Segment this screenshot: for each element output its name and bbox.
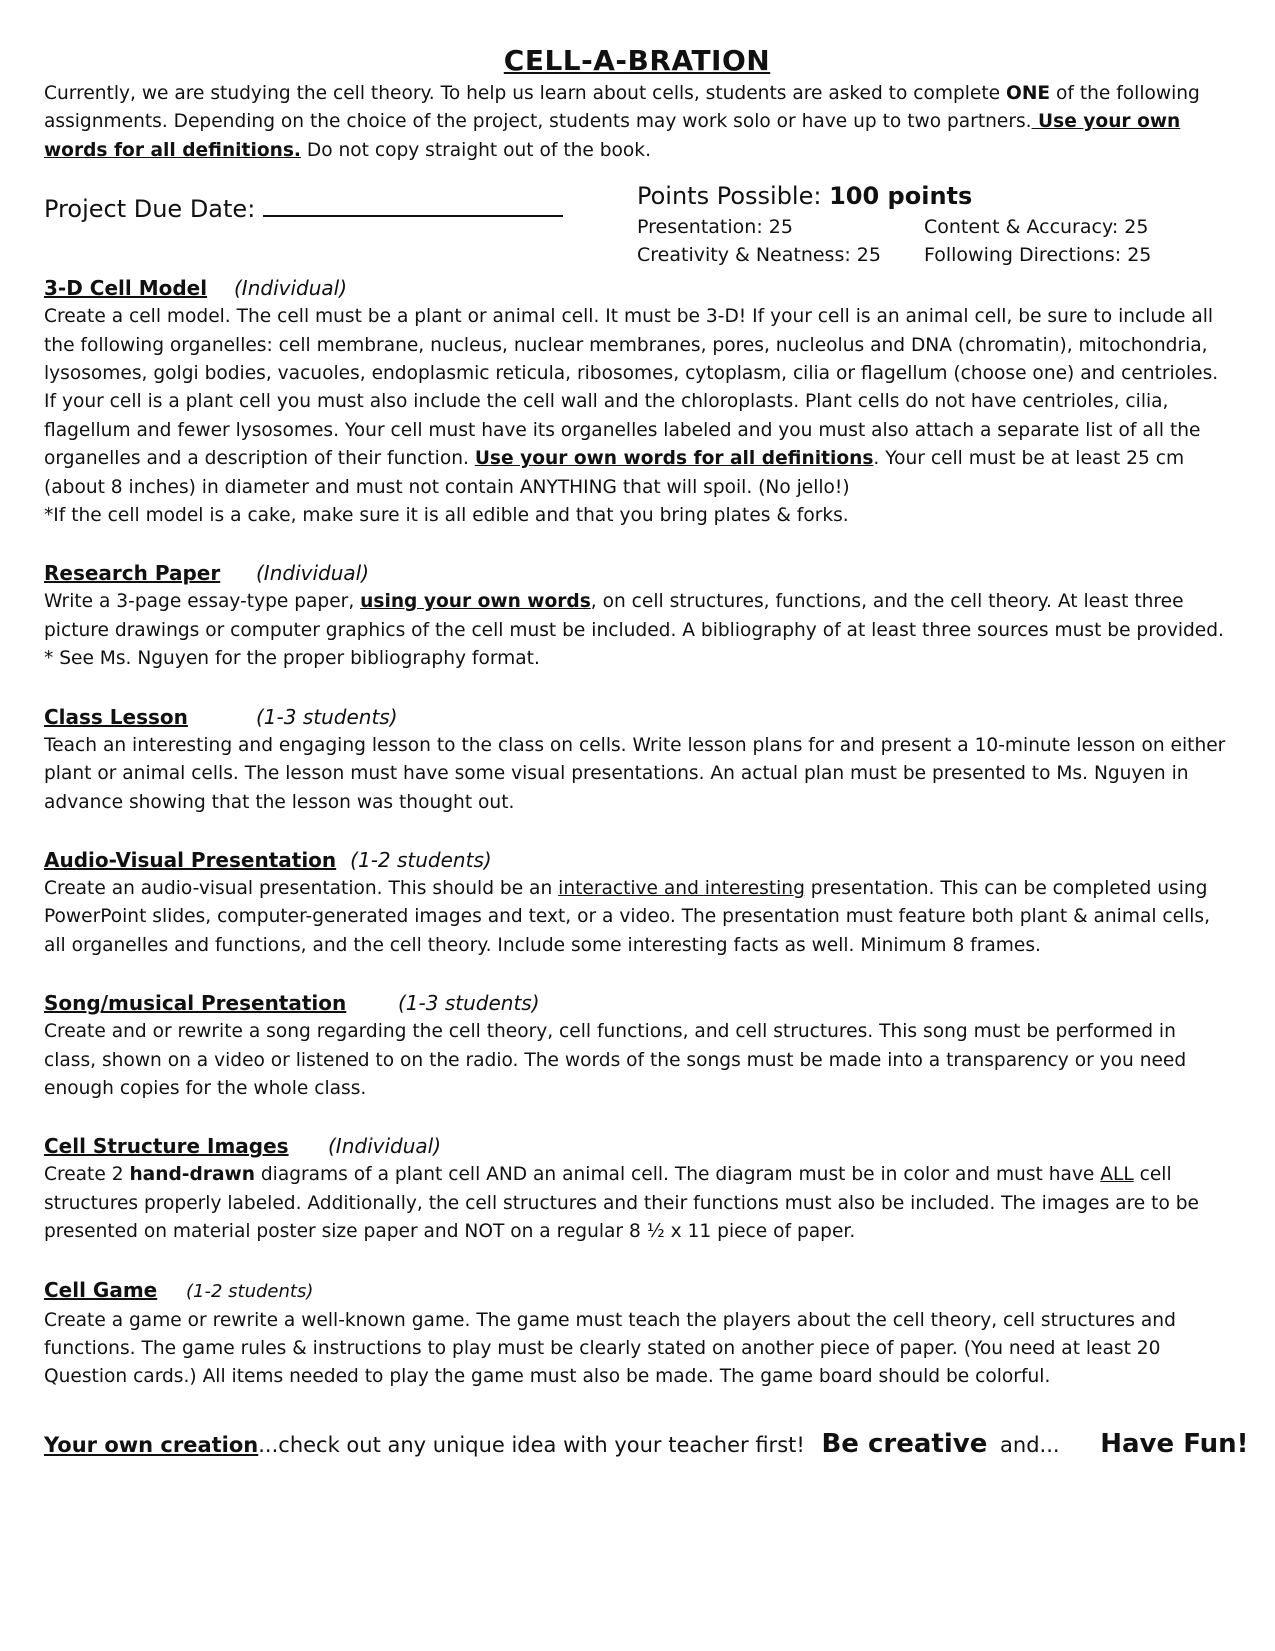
section-description: Teach an interesting and engaging lesson to the class on cells. Write lesson plans for and present a 10-minute lesson on either plant or animal cells. The lesson must have some visual presentations. An actual plan must be presented to Ms. Nguyen in advance showing that the lesson was thought out. [44,734,1226,813]
section-description [44,588,1230,673]
section-title: Audio-Visual Presentation [44,847,337,872]
section-song [44,988,1230,1103]
section-title: Cell Game [44,1277,158,1302]
due-date [44,195,563,223]
due-and-points-row [44,181,1230,273]
section-heading [44,702,1230,732]
description-bold: hand-drawn [129,1164,255,1186]
closing-have-fun: Have Fun! [1100,1428,1249,1459]
section-heading [44,273,1230,303]
section-title: 3-D Cell Model [44,276,208,301]
description-text: Write a 3-page essay-type paper, [44,591,361,613]
section-heading [44,845,1230,875]
closing-line [44,1424,1249,1465]
section-3d-cell-model [44,273,1230,530]
description-emphasis: ALL [1100,1164,1134,1186]
section-description: Create and or rewrite a song regarding the cell theory, cell functions, and cell structures. This song must be performed in class, shown on a video or listened to on the radio. The words of the songs must be made into a transparency or you need enough copies for the whole class. [44,1021,1187,1099]
description-text: presentation. This can be completed using PowerPoint slides, computer-generated images and text, or a video. The presentation must feature both plant & animal cells, all organelles and functions, and the cell theory. Include some interesting facts as well. Minimum 8 frames. [44,877,1211,956]
points-item: Content & Accuracy: 25 [924,216,1149,239]
worksheet-page [44,44,1249,1465]
section-heading [44,1131,1230,1161]
section-title: Cell Structure Images [44,1134,289,1159]
points-breakdown [637,213,1237,269]
intro-paragraph [44,80,1230,165]
points-label: Points Possible: [637,182,822,211]
description-text: Create a cell model. The cell must be a plant or animal cell. It must be 3-D! If your cell is an animal cell, be sure to include all the following organelles: cell membrane, nucleus, nuclear membranes, pores, nucleolus and DNA (chromatin), mitochondria, lysosomes, golgi bodies, vacuoles, endoplasmic reticula, ribosomes, cytoplasm, cilia or flagellum (choose one) and centrioles. If your cell is a plant cell you must also include the cell wall and the chloroplasts. Plant cells do not have centrioles, cilia, flagellum and fewer lysosomes. Your cell must have its organelles labeled and you must also attach a separate list of all the organelles and a description of their function. [44,306,1219,470]
description-text: diagrams of a plant cell AND an animal cell. The diagram must be in color and must have [254,1164,1101,1186]
section-cell-game [44,1275,1230,1392]
description-emphasis: Use your own words for all definitions [474,448,874,470]
section-group-size: (1-2 students) [350,847,492,872]
due-date-label: Project Due Date: [44,195,256,224]
description-text: Create 2 [44,1164,130,1186]
intro-emphasis: Use your own words for all definitions. [44,111,1181,161]
section-group-size: (Individual) [328,1134,442,1159]
section-group-size: (Individual) [256,561,370,586]
section-cell-structure-images [44,1131,1230,1246]
section-note: *If the cell model is a cake, make sure it is all edible and that you bring plates & forks. [44,505,849,527]
closing-be-creative: Be creative [821,1428,988,1459]
section-description [44,303,1230,502]
section-group-size: (Individual) [234,276,348,301]
section-description: Create a game or rewrite a well-known game. The game must teach the players about the cell theory, cell structures and functions. The game rules & instructions to play must be clearly stated on another piece of paper. (You need at least 20 Question cards.) All items needed to play the game must also be made. The game board should be colorful. [44,1309,1176,1388]
due-date-blank[interactable] [263,195,563,217]
section-description [44,875,1230,960]
section-heading [44,988,1230,1018]
description-emphasis: interactive and interesting [558,877,805,899]
intro-one: ONE [1006,83,1051,104]
points-total: 100 points [829,182,973,211]
section-research-paper [44,558,1230,673]
closing-text: ...check out any unique idea with your teacher first! [258,1432,805,1457]
section-heading [44,1275,1230,1307]
points-item: Creativity & Neatness: 25 [637,244,881,267]
closing-lead: Your own creation [44,1432,259,1457]
section-heading [44,558,1230,588]
description-emphasis: using your own words [360,591,591,613]
intro-text-1: Currently, we are studying the cell theory. To help us learn about cells, students are asked to complete [44,83,1007,104]
description-text: . Your cell must be at least 25 cm (about 8 inches) in diameter and must not contain ANYTHING that will spoil. (No jello!) [44,448,1185,498]
section-group-size: (1-3 students) [256,704,398,729]
section-title: Class Lesson [44,704,188,729]
points-item: Following Directions: 25 [924,244,1152,267]
description-text: cell structures properly labeled. Additionally, the cell structures and their functions must also be included. The images are to be presented on material poster size paper and NOT on a regular 8 ½ x 11 piece of paper. [44,1164,1199,1243]
section-group-size: (1-3 students) [398,991,540,1016]
intro-text-2: of the following assignments. Depending on the choice of the project, students may work solo or have up to two partners. [44,83,1200,133]
section-group-size: (1-2 students) [186,1280,314,1302]
points-heading [637,179,1237,213]
intro-text-3: Do not copy straight out of the book. [300,139,651,161]
points-item: Presentation: 25 [637,216,793,239]
page-title: CELL-A-BRATION [503,44,771,77]
description-text: , on cell structures, functions, and the cell theory. At least three picture drawings or computer graphics of the cell must be included. A bibliography of at least three sources must be provided. * See Ms. Nguyen for the proper bibliography format. [44,591,1224,670]
section-audio-visual [44,845,1230,960]
points-box [637,179,1237,269]
description-text: Create an audio-visual presentation. This should be an [44,877,559,899]
closing-and: and... [1000,1432,1060,1457]
section-description [44,1161,1230,1246]
section-class-lesson [44,702,1230,817]
section-title: Song/musical Presentation [44,991,347,1016]
section-title: Research Paper [44,561,221,586]
